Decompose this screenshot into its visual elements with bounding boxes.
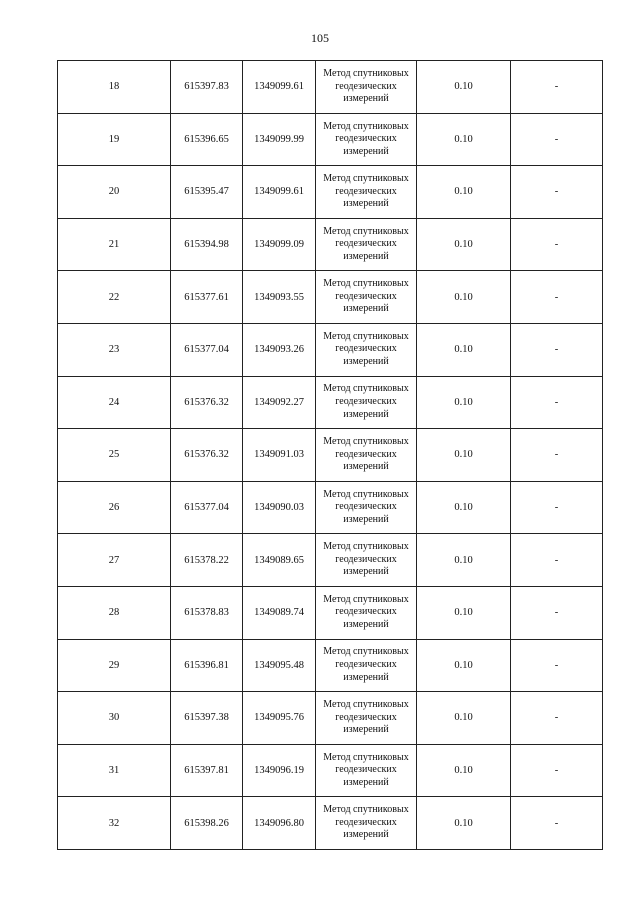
method-cell: Метод спутниковых геодезических измерений [316,692,417,745]
point-number-cell: 29 [58,639,171,692]
method-cell: Метод спутниковых геодезических измерений [316,534,417,587]
table-row [58,429,603,482]
method-cell: Метод спутниковых геодезических измерений [316,639,417,692]
method-cell: Метод спутниковых геодезических измерений [316,61,417,114]
accuracy-cell: 0.10 [417,692,511,745]
page-number: 105 [311,31,329,45]
accuracy-cell: 0.10 [417,429,511,482]
table-row [58,797,603,850]
x-coordinate-cell: 615397.38 [171,692,243,745]
x-coordinate-cell: 615378.83 [171,586,243,639]
note-cell: - [511,534,603,587]
note-cell: - [511,113,603,166]
y-coordinate-cell: 1349093.55 [243,271,316,324]
point-number-cell: 31 [58,744,171,797]
accuracy-cell: 0.10 [417,639,511,692]
point-number-cell: 27 [58,534,171,587]
table-row [58,166,603,219]
x-coordinate-cell: 615397.83 [171,61,243,114]
point-number-cell: 19 [58,113,171,166]
note-cell: - [511,586,603,639]
y-coordinate-cell: 1349092.27 [243,376,316,429]
accuracy-cell: 0.10 [417,61,511,114]
note-cell: - [511,376,603,429]
x-coordinate-cell: 615377.61 [171,271,243,324]
accuracy-cell: 0.10 [417,218,511,271]
accuracy-cell: 0.10 [417,166,511,219]
y-coordinate-cell: 1349096.80 [243,797,316,850]
x-coordinate-cell: 615377.04 [171,323,243,376]
y-coordinate-cell: 1349089.65 [243,534,316,587]
y-coordinate-cell: 1349099.99 [243,113,316,166]
table-row [58,271,603,324]
y-coordinate-cell: 1349093.26 [243,323,316,376]
y-coordinate-cell: 1349089.74 [243,586,316,639]
note-cell: - [511,744,603,797]
table-row [58,481,603,534]
accuracy-cell: 0.10 [417,744,511,797]
accuracy-cell: 0.10 [417,271,511,324]
method-cell: Метод спутниковых геодезических измерений [316,481,417,534]
accuracy-cell: 0.10 [417,323,511,376]
x-coordinate-cell: 615398.26 [171,797,243,850]
method-cell: Метод спутниковых геодезических измерений [316,376,417,429]
y-coordinate-cell: 1349099.61 [243,166,316,219]
accuracy-cell: 0.10 [417,481,511,534]
point-number-cell: 25 [58,429,171,482]
note-cell: - [511,692,603,745]
x-coordinate-cell: 615395.47 [171,166,243,219]
table-row [58,218,603,271]
method-cell: Метод спутниковых геодезических измерений [316,797,417,850]
point-number-cell: 21 [58,218,171,271]
point-number-cell: 30 [58,692,171,745]
method-cell: Метод спутниковых геодезических измерений [316,323,417,376]
accuracy-cell: 0.10 [417,376,511,429]
method-cell: Метод спутниковых геодезических измерений [316,166,417,219]
coordinates-table [57,60,603,850]
method-cell: Метод спутниковых геодезических измерений [316,429,417,482]
y-coordinate-cell: 1349099.09 [243,218,316,271]
table-body [58,61,603,850]
method-cell: Метод спутниковых геодезических измерений [316,744,417,797]
note-cell: - [511,797,603,850]
point-number-cell: 32 [58,797,171,850]
y-coordinate-cell: 1349090.03 [243,481,316,534]
accuracy-cell: 0.10 [417,534,511,587]
x-coordinate-cell: 615397.81 [171,744,243,797]
x-coordinate-cell: 615378.22 [171,534,243,587]
table-row [58,323,603,376]
x-coordinate-cell: 615376.32 [171,376,243,429]
point-number-cell: 28 [58,586,171,639]
note-cell: - [511,639,603,692]
y-coordinate-cell: 1349091.03 [243,429,316,482]
method-cell: Метод спутниковых геодезических измерений [316,271,417,324]
point-number-cell: 20 [58,166,171,219]
table-row [58,744,603,797]
x-coordinate-cell: 615376.32 [171,429,243,482]
accuracy-cell: 0.10 [417,113,511,166]
table-row [58,639,603,692]
table-row [58,376,603,429]
note-cell: - [511,323,603,376]
note-cell: - [511,429,603,482]
y-coordinate-cell: 1349099.61 [243,61,316,114]
point-number-cell: 23 [58,323,171,376]
table-row [58,692,603,745]
note-cell: - [511,166,603,219]
table-row [58,61,603,114]
x-coordinate-cell: 615394.98 [171,218,243,271]
note-cell: - [511,218,603,271]
accuracy-cell: 0.10 [417,586,511,639]
point-number-cell: 24 [58,376,171,429]
table-row [58,586,603,639]
method-cell: Метод спутниковых геодезических измерений [316,113,417,166]
note-cell: - [511,61,603,114]
x-coordinate-cell: 615396.81 [171,639,243,692]
point-number-cell: 22 [58,271,171,324]
point-number-cell: 26 [58,481,171,534]
x-coordinate-cell: 615377.04 [171,481,243,534]
method-cell: Метод спутниковых геодезических измерений [316,218,417,271]
accuracy-cell: 0.10 [417,797,511,850]
y-coordinate-cell: 1349095.76 [243,692,316,745]
point-number-cell: 18 [58,61,171,114]
note-cell: - [511,271,603,324]
note-cell: - [511,481,603,534]
table-row [58,113,603,166]
x-coordinate-cell: 615396.65 [171,113,243,166]
method-cell: Метод спутниковых геодезических измерений [316,586,417,639]
y-coordinate-cell: 1349095.48 [243,639,316,692]
y-coordinate-cell: 1349096.19 [243,744,316,797]
table-row [58,534,603,587]
